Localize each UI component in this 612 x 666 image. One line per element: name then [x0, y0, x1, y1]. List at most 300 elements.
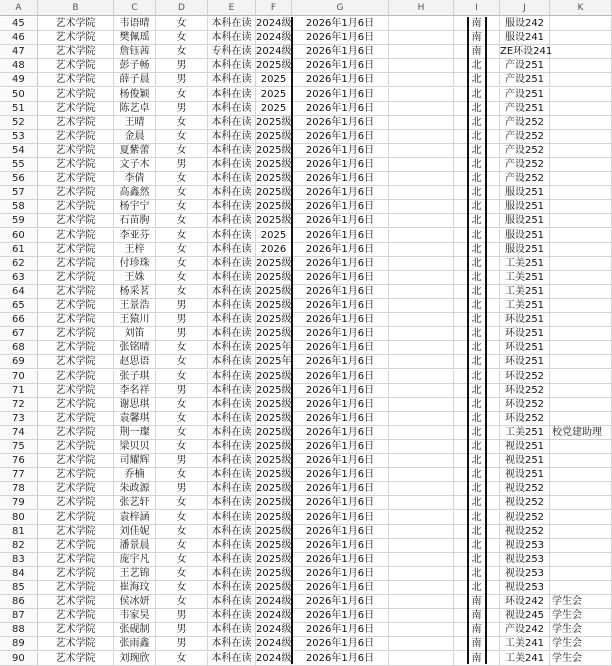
cell-h[interactable]: [389, 412, 454, 426]
cell-b[interactable]: 艺术学院: [38, 327, 114, 341]
cell-j[interactable]: 环设252: [500, 412, 550, 426]
cell-e[interactable]: 本科在读: [208, 567, 256, 581]
cell-e[interactable]: 本科在读: [208, 595, 256, 609]
cell-e[interactable]: 本科在读: [208, 158, 256, 172]
cell-g[interactable]: 2026年1月6日: [292, 73, 389, 87]
cell-j[interactable]: 工美251: [500, 257, 550, 271]
cell-k[interactable]: [550, 45, 612, 59]
cell-g[interactable]: 2026年1月6日: [292, 384, 389, 398]
cell-k[interactable]: [550, 130, 612, 144]
cell-f[interactable]: 2025级: [256, 130, 292, 142]
cell-i[interactable]: 北: [454, 229, 500, 243]
cell-i[interactable]: 北: [454, 426, 500, 440]
cell-b[interactable]: 艺术学院: [38, 496, 114, 510]
cell-f[interactable]: 2025级: [256, 314, 292, 326]
cell-e[interactable]: 本科在读: [208, 482, 256, 496]
cell-h[interactable]: [389, 511, 454, 525]
cell-j[interactable]: 视设251: [500, 468, 550, 482]
cell-i[interactable]: 南: [454, 609, 500, 623]
cell-e[interactable]: 本科在读: [208, 511, 256, 525]
cell-b[interactable]: 艺术学院: [38, 285, 114, 299]
cell-h[interactable]: [389, 17, 454, 31]
cell-d[interactable]: 女: [156, 257, 208, 271]
cell-f[interactable]: 2025级: [256, 525, 292, 537]
cell-f[interactable]: 2024级: [256, 46, 292, 58]
cell-d[interactable]: 女: [156, 186, 208, 200]
cell-h[interactable]: [389, 31, 454, 45]
cell-c[interactable]: 侯冰妍: [114, 595, 156, 609]
cell-k[interactable]: [550, 412, 612, 426]
cell-k[interactable]: [550, 243, 612, 257]
column-header-g[interactable]: G: [292, 0, 389, 16]
cell-h[interactable]: [389, 525, 454, 539]
cell-f[interactable]: 2025级: [256, 271, 292, 283]
cell-e[interactable]: 本科在读: [208, 454, 256, 468]
cell-h[interactable]: [389, 116, 454, 130]
cell-k[interactable]: [550, 271, 612, 285]
cell-d[interactable]: 男: [156, 73, 208, 87]
cell-c[interactable]: 王猿川: [114, 313, 156, 327]
cell-k[interactable]: [550, 468, 612, 482]
cell-b[interactable]: 艺术学院: [38, 116, 114, 130]
cell-j[interactable]: 工美251: [500, 426, 550, 440]
cell-f[interactable]: 2025级: [256, 539, 292, 551]
cell-i[interactable]: 南: [454, 17, 500, 31]
column-header-b[interactable]: B: [38, 0, 114, 16]
cell-c[interactable]: 金晨: [114, 130, 156, 144]
cell-k[interactable]: [550, 370, 612, 384]
cell-e[interactable]: 本科在读: [208, 73, 256, 87]
cell-b[interactable]: 艺术学院: [38, 299, 114, 313]
cell-b[interactable]: 艺术学院: [38, 623, 114, 637]
cell-b[interactable]: 艺术学院: [38, 45, 114, 59]
cell-g[interactable]: 2026年1月6日: [292, 355, 389, 369]
cell-e[interactable]: 本科在读: [208, 214, 256, 228]
cell-b[interactable]: 艺术学院: [38, 229, 114, 243]
cell-h[interactable]: [389, 59, 454, 73]
cell-g[interactable]: 2026年1月6日: [292, 243, 389, 257]
cell-f[interactable]: 2025级: [256, 582, 292, 593]
cell-j[interactable]: 视设245: [500, 609, 550, 623]
cell-j[interactable]: 视设252: [500, 525, 550, 539]
cell-g[interactable]: 2026年1月6日: [292, 623, 389, 637]
cell-d[interactable]: 女: [156, 17, 208, 31]
cell-g[interactable]: 2026年1月6日: [292, 144, 389, 158]
cell-c[interactable]: 司耀辉: [114, 454, 156, 468]
cell-g[interactable]: 2026年1月6日: [292, 130, 389, 144]
cell-b[interactable]: 艺术学院: [38, 652, 114, 666]
cell-b[interactable]: 艺术学院: [38, 73, 114, 87]
cell-b[interactable]: 艺术学院: [38, 158, 114, 172]
cell-j[interactable]: 环设252: [500, 384, 550, 398]
cell-g[interactable]: 2026年1月6日: [292, 45, 389, 59]
cell-h[interactable]: [389, 482, 454, 496]
column-header-j[interactable]: J: [500, 0, 550, 16]
cell-d[interactable]: 男: [156, 637, 208, 651]
cell-e[interactable]: 本科在读: [208, 313, 256, 327]
cell-e[interactable]: 本科在读: [208, 581, 256, 595]
cell-j[interactable]: 产设252: [500, 144, 550, 158]
cell-i[interactable]: 北: [454, 539, 500, 553]
cell-f[interactable]: 2025级: [256, 412, 292, 424]
cell-i[interactable]: 北: [454, 144, 500, 158]
cell-b[interactable]: 艺术学院: [38, 525, 114, 539]
cell-i[interactable]: 北: [454, 511, 500, 525]
cell-c[interactable]: 薛子晨: [114, 73, 156, 87]
cell-e[interactable]: 本科在读: [208, 384, 256, 398]
cell-i[interactable]: 北: [454, 440, 500, 454]
cell-d[interactable]: 女: [156, 652, 208, 666]
cell-e[interactable]: 本科在读: [208, 285, 256, 299]
cell-b[interactable]: 艺术学院: [38, 271, 114, 285]
cell-g[interactable]: 2026年1月6日: [292, 652, 389, 666]
cell-c[interactable]: 朱政源: [114, 482, 156, 496]
cell-i[interactable]: 北: [454, 370, 500, 384]
cell-d[interactable]: 女: [156, 172, 208, 186]
cell-c[interactable]: 袁梓涵: [114, 511, 156, 525]
cell-i[interactable]: 北: [454, 454, 500, 468]
cell-g[interactable]: 2026年1月6日: [292, 271, 389, 285]
cell-j[interactable]: 环设251: [500, 313, 550, 327]
cell-e[interactable]: 本科在读: [208, 144, 256, 158]
cell-f[interactable]: 2025级: [256, 469, 292, 481]
cell-k[interactable]: [550, 31, 612, 45]
cell-f[interactable]: 2024级: [256, 610, 292, 622]
cell-h[interactable]: [389, 257, 454, 271]
cell-e[interactable]: 本科在读: [208, 243, 256, 257]
cell-e[interactable]: 本科在读: [208, 370, 256, 384]
column-header-h[interactable]: H: [389, 0, 454, 16]
cell-j[interactable]: 服设242: [500, 17, 550, 31]
cell-j[interactable]: 服设241: [500, 31, 550, 45]
cell-f[interactable]: 2025年: [256, 356, 292, 368]
cell-e[interactable]: 本科在读: [208, 59, 256, 73]
cell-c[interactable]: 石苗朐: [114, 214, 156, 228]
cell-d[interactable]: 男: [156, 623, 208, 637]
cell-e[interactable]: 本科在读: [208, 88, 256, 102]
cell-f[interactable]: 2025: [256, 102, 292, 116]
cell-g[interactable]: 2026年1月6日: [292, 525, 389, 539]
cell-e[interactable]: 本科在读: [208, 130, 256, 144]
cell-f[interactable]: 2025级: [256, 511, 292, 523]
cell-g[interactable]: 2026年1月6日: [292, 581, 389, 595]
cell-d[interactable]: 女: [156, 440, 208, 454]
cell-h[interactable]: [389, 88, 454, 102]
cell-j[interactable]: 工美251: [500, 285, 550, 299]
cell-k[interactable]: [550, 257, 612, 271]
cell-k[interactable]: [550, 214, 612, 228]
cell-c[interactable]: 王艺锦: [114, 567, 156, 581]
cell-b[interactable]: 艺术学院: [38, 144, 114, 158]
cell-b[interactable]: 艺术学院: [38, 102, 114, 116]
cell-i[interactable]: 南: [454, 652, 500, 666]
cell-f[interactable]: 2025级: [256, 116, 292, 128]
cell-i[interactable]: 南: [454, 31, 500, 45]
cell-f[interactable]: 2025级: [256, 497, 292, 509]
cell-f[interactable]: 2025级: [256, 215, 292, 227]
cell-j[interactable]: ZE环设241: [500, 46, 553, 58]
cell-h[interactable]: [389, 299, 454, 313]
cell-i[interactable]: 北: [454, 271, 500, 285]
cell-c[interactable]: 王梓: [114, 243, 156, 257]
cell-d[interactable]: 女: [156, 271, 208, 285]
cell-i[interactable]: 北: [454, 158, 500, 172]
cell-j[interactable]: 产设251: [500, 102, 550, 116]
cell-f[interactable]: 2024级: [256, 18, 292, 29]
cell-e[interactable]: 本科在读: [208, 327, 256, 341]
cell-j[interactable]: 工美241: [500, 637, 550, 651]
column-header-c[interactable]: C: [114, 0, 156, 16]
cell-k[interactable]: 学生会: [550, 652, 612, 666]
cell-b[interactable]: 艺术学院: [38, 440, 114, 454]
cell-g[interactable]: 2026年1月6日: [292, 17, 389, 31]
cell-b[interactable]: 艺术学院: [38, 454, 114, 468]
cell-k[interactable]: [550, 511, 612, 525]
cell-g[interactable]: 2026年1月6日: [292, 609, 389, 623]
cell-d[interactable]: 女: [156, 581, 208, 595]
cell-j[interactable]: 视设252: [500, 482, 550, 496]
column-header-d[interactable]: D: [156, 0, 208, 16]
cell-d[interactable]: 女: [156, 116, 208, 130]
cell-d[interactable]: 男: [156, 482, 208, 496]
cell-e[interactable]: 本科在读: [208, 468, 256, 482]
cell-f[interactable]: 2025级: [256, 398, 292, 410]
cell-d[interactable]: 女: [156, 567, 208, 581]
cell-k[interactable]: [550, 158, 612, 172]
cell-g[interactable]: 2026年1月6日: [292, 285, 389, 299]
cell-k[interactable]: [550, 229, 612, 243]
cell-h[interactable]: [389, 229, 454, 243]
cell-d[interactable]: 女: [156, 496, 208, 510]
cell-k[interactable]: [550, 567, 612, 581]
cell-c[interactable]: 潘景晨: [114, 539, 156, 553]
cell-i[interactable]: 北: [454, 243, 500, 257]
cell-g[interactable]: 2026年1月6日: [292, 468, 389, 482]
cell-b[interactable]: 艺术学院: [38, 468, 114, 482]
cell-f[interactable]: 2025级: [256, 159, 292, 170]
cell-i[interactable]: 北: [454, 355, 500, 369]
cell-b[interactable]: 艺术学院: [38, 426, 114, 440]
cell-g[interactable]: 2026年1月6日: [292, 257, 389, 271]
cell-j[interactable]: 环设252: [500, 370, 550, 384]
cell-d[interactable]: 女: [156, 31, 208, 45]
cell-j[interactable]: 产设252: [500, 172, 550, 186]
cell-f[interactable]: 2025级: [256, 285, 292, 297]
cell-f[interactable]: 2025级: [256, 567, 292, 579]
cell-i[interactable]: 北: [454, 313, 500, 327]
cell-c[interactable]: 陈艺卓: [114, 102, 156, 116]
cell-k[interactable]: 校党建助理: [550, 426, 612, 440]
cell-d[interactable]: 女: [156, 553, 208, 567]
cell-e[interactable]: 本科在读: [208, 539, 256, 553]
cell-i[interactable]: 北: [454, 257, 500, 271]
cell-j[interactable]: 视设252: [500, 496, 550, 510]
cell-k[interactable]: [550, 539, 612, 553]
cell-d[interactable]: 女: [156, 511, 208, 525]
cell-i[interactable]: 北: [454, 398, 500, 412]
cell-e[interactable]: 本科在读: [208, 102, 256, 116]
cell-k[interactable]: [550, 102, 612, 116]
cell-k[interactable]: [550, 88, 612, 102]
cell-c[interactable]: 袁馨琪: [114, 412, 156, 426]
cell-h[interactable]: [389, 45, 454, 59]
cell-g[interactable]: 2026年1月6日: [292, 454, 389, 468]
cell-b[interactable]: 艺术学院: [38, 398, 114, 412]
cell-j[interactable]: 视设253: [500, 581, 550, 595]
cell-g[interactable]: 2026年1月6日: [292, 595, 389, 609]
cell-c[interactable]: 文子木: [114, 158, 156, 172]
cell-k[interactable]: [550, 144, 612, 158]
cell-h[interactable]: [389, 102, 454, 116]
cell-k[interactable]: 学生会: [550, 609, 612, 623]
cell-d[interactable]: 女: [156, 45, 208, 59]
cell-g[interactable]: 2026年1月6日: [292, 214, 389, 228]
cell-k[interactable]: [550, 581, 612, 595]
cell-f[interactable]: 2025级: [256, 257, 292, 269]
cell-e[interactable]: 专科在读: [208, 45, 256, 59]
cell-d[interactable]: 女: [156, 229, 208, 243]
cell-f[interactable]: 2025年: [256, 342, 292, 354]
cell-i[interactable]: 北: [454, 186, 500, 200]
cell-g[interactable]: 2026年1月6日: [292, 313, 389, 327]
cell-h[interactable]: [389, 595, 454, 609]
cell-g[interactable]: 2026年1月6日: [292, 511, 389, 525]
cell-h[interactable]: [389, 539, 454, 553]
cell-j[interactable]: 产设251: [500, 59, 550, 73]
cell-k[interactable]: [550, 186, 612, 200]
cell-c[interactable]: 詹钰茜: [114, 45, 156, 59]
cell-d[interactable]: 女: [156, 214, 208, 228]
cell-f[interactable]: 2024级: [256, 32, 292, 44]
cell-k[interactable]: [550, 454, 612, 468]
cell-e[interactable]: 本科在读: [208, 623, 256, 637]
cell-f[interactable]: 2025: [256, 229, 292, 243]
cell-h[interactable]: [389, 652, 454, 666]
cell-b[interactable]: 艺术学院: [38, 17, 114, 31]
cell-f[interactable]: 2025级: [256, 173, 292, 185]
cell-f[interactable]: 2025级: [256, 201, 292, 213]
cell-h[interactable]: [389, 130, 454, 144]
cell-h[interactable]: [389, 581, 454, 595]
cell-d[interactable]: 女: [156, 412, 208, 426]
cell-g[interactable]: 2026年1月6日: [292, 426, 389, 440]
cell-b[interactable]: 艺术学院: [38, 355, 114, 369]
cell-i[interactable]: 北: [454, 200, 500, 214]
cell-j[interactable]: 视设251: [500, 454, 550, 468]
cell-k[interactable]: [550, 172, 612, 186]
cell-e[interactable]: 本科在读: [208, 652, 256, 666]
cell-k[interactable]: [550, 482, 612, 496]
cell-g[interactable]: 2026年1月6日: [292, 482, 389, 496]
cell-e[interactable]: 本科在读: [208, 116, 256, 130]
cell-g[interactable]: 2026年1月6日: [292, 341, 389, 355]
cell-h[interactable]: [389, 172, 454, 186]
cell-e[interactable]: 本科在读: [208, 17, 256, 31]
cell-h[interactable]: [389, 623, 454, 637]
cell-k[interactable]: [550, 525, 612, 539]
cell-g[interactable]: 2026年1月6日: [292, 186, 389, 200]
cell-h[interactable]: [389, 243, 454, 257]
cell-i[interactable]: 北: [454, 327, 500, 341]
cell-f[interactable]: 2024级: [256, 624, 292, 636]
cell-c[interactable]: 韦语晴: [114, 17, 156, 31]
cell-c[interactable]: 李亚芬: [114, 229, 156, 243]
cell-b[interactable]: 艺术学院: [38, 243, 114, 257]
cell-c[interactable]: 李倩: [114, 172, 156, 186]
cell-h[interactable]: [389, 355, 454, 369]
cell-d[interactable]: 男: [156, 327, 208, 341]
cell-h[interactable]: [389, 567, 454, 581]
cell-d[interactable]: 女: [156, 370, 208, 384]
cell-b[interactable]: 艺术学院: [38, 313, 114, 327]
cell-j[interactable]: 产设242: [500, 623, 550, 637]
cell-g[interactable]: 2026年1月6日: [292, 59, 389, 73]
cell-d[interactable]: 男: [156, 609, 208, 623]
cell-e[interactable]: 本科在读: [208, 341, 256, 355]
cell-c[interactable]: 刘琬欣: [114, 652, 156, 666]
cell-b[interactable]: 艺术学院: [38, 341, 114, 355]
cell-i[interactable]: 北: [454, 525, 500, 539]
cell-b[interactable]: 艺术学院: [38, 130, 114, 144]
cell-e[interactable]: 本科在读: [208, 637, 256, 651]
cell-h[interactable]: [389, 341, 454, 355]
cell-k[interactable]: [550, 59, 612, 73]
cell-i[interactable]: 北: [454, 553, 500, 567]
cell-f[interactable]: 2025级: [256, 187, 292, 199]
cell-d[interactable]: 男: [156, 313, 208, 327]
cell-h[interactable]: [389, 398, 454, 412]
cell-i[interactable]: 北: [454, 59, 500, 73]
column-header-f[interactable]: F: [256, 0, 292, 16]
cell-c[interactable]: 樊佩瑶: [114, 31, 156, 45]
cell-b[interactable]: 艺术学院: [38, 200, 114, 214]
column-header-a[interactable]: A: [0, 0, 38, 16]
cell-h[interactable]: [389, 200, 454, 214]
cell-c[interactable]: 高鑫然: [114, 186, 156, 200]
cell-g[interactable]: 2026年1月6日: [292, 567, 389, 581]
cell-d[interactable]: 男: [156, 454, 208, 468]
cell-i[interactable]: 南: [454, 45, 500, 59]
cell-k[interactable]: [550, 299, 612, 313]
cell-c[interactable]: 张子琪: [114, 370, 156, 384]
cell-j[interactable]: 视设253: [500, 567, 550, 581]
cell-k[interactable]: 学生会: [550, 595, 612, 609]
cell-g[interactable]: 2026年1月6日: [292, 229, 389, 243]
cell-e[interactable]: 本科在读: [208, 398, 256, 412]
cell-d[interactable]: 男: [156, 299, 208, 313]
cell-c[interactable]: 荆一璨: [114, 426, 156, 440]
cell-j[interactable]: 工美251: [500, 271, 550, 285]
cell-c[interactable]: 王姝: [114, 271, 156, 285]
cell-c[interactable]: 庞宇凡: [114, 553, 156, 567]
cell-g[interactable]: 2026年1月6日: [292, 327, 389, 341]
cell-k[interactable]: [550, 553, 612, 567]
cell-f[interactable]: 2025级: [256, 455, 292, 467]
column-header-e[interactable]: E: [208, 0, 256, 16]
cell-g[interactable]: 2026年1月6日: [292, 31, 389, 45]
cell-g[interactable]: 2026年1月6日: [292, 200, 389, 214]
cell-c[interactable]: 彭子畅: [114, 59, 156, 73]
cell-c[interactable]: 杨俊颖: [114, 88, 156, 102]
cell-i[interactable]: 北: [454, 581, 500, 595]
cell-c[interactable]: 夏紫蕾: [114, 144, 156, 158]
cell-e[interactable]: 本科在读: [208, 257, 256, 271]
cell-h[interactable]: [389, 214, 454, 228]
cell-k[interactable]: 学生会: [550, 623, 612, 637]
cell-b[interactable]: 艺术学院: [38, 214, 114, 228]
cell-i[interactable]: 北: [454, 130, 500, 144]
cell-h[interactable]: [389, 158, 454, 172]
